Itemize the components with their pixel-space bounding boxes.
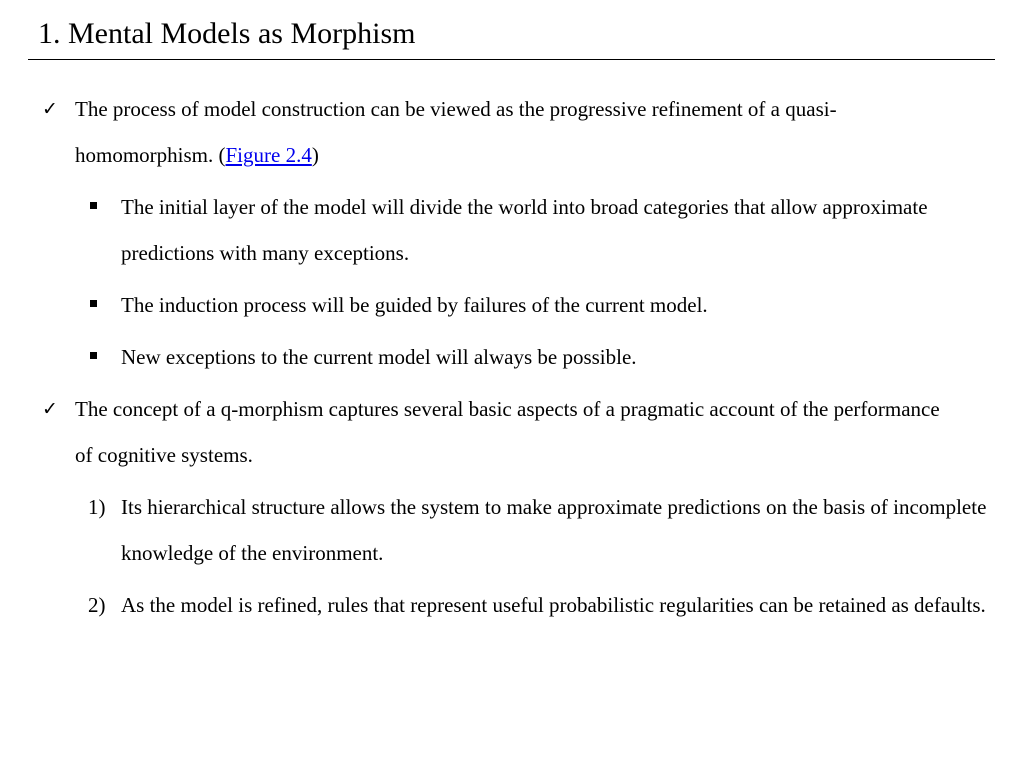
checkmark-icon: ✓	[42, 98, 58, 120]
slide-content	[0, 86, 1024, 634]
sub-bullet-text: The initial layer of the model will divide the world into broad categories that allow approximate predictions with many exceptions.	[121, 195, 928, 265]
numbered-item-2	[0, 582, 991, 628]
bullet-model-construction	[0, 86, 955, 178]
bullet-text-close: )	[311, 143, 319, 167]
checkmark-icon: ✓	[42, 398, 58, 420]
sub-bullet-new-exceptions	[0, 334, 991, 380]
sub-bullet-text: New exceptions to the current model will always be possible.	[121, 345, 637, 369]
bullet-q-morphism	[0, 386, 955, 478]
numbered-item-1	[0, 484, 991, 576]
title-divider	[28, 59, 995, 60]
bullet-text: The process of model construction can be viewed as the progressive refinement of a quasi-homomorphism. (	[75, 97, 837, 167]
square-bullet-icon	[90, 202, 97, 209]
sub-bullet-initial-layer	[0, 184, 991, 276]
number-marker: 1)	[88, 495, 106, 519]
square-bullet-icon	[90, 352, 97, 359]
numbered-item-text: As the model is refined, rules that represent useful probabilistic regularities can be retained as defaults.	[121, 593, 986, 617]
number-marker: 2)	[88, 593, 106, 617]
slide-title: 1. Mental Models as Morphism	[38, 17, 416, 50]
numbered-item-text: Its hierarchical structure allows the system to make approximate predictions on the basis of incomplete knowledge of the environment.	[121, 495, 987, 565]
square-bullet-icon	[90, 300, 97, 307]
bullet-text: The concept of a q-morphism captures several basic aspects of a pragmatic account of the performance of cognitive systems.	[75, 397, 940, 467]
sub-bullet-text: The induction process will be guided by failures of the current model.	[121, 293, 708, 317]
sub-bullet-induction	[0, 282, 991, 328]
figure-2-4-link[interactable]: Figure 2.4	[225, 143, 312, 167]
